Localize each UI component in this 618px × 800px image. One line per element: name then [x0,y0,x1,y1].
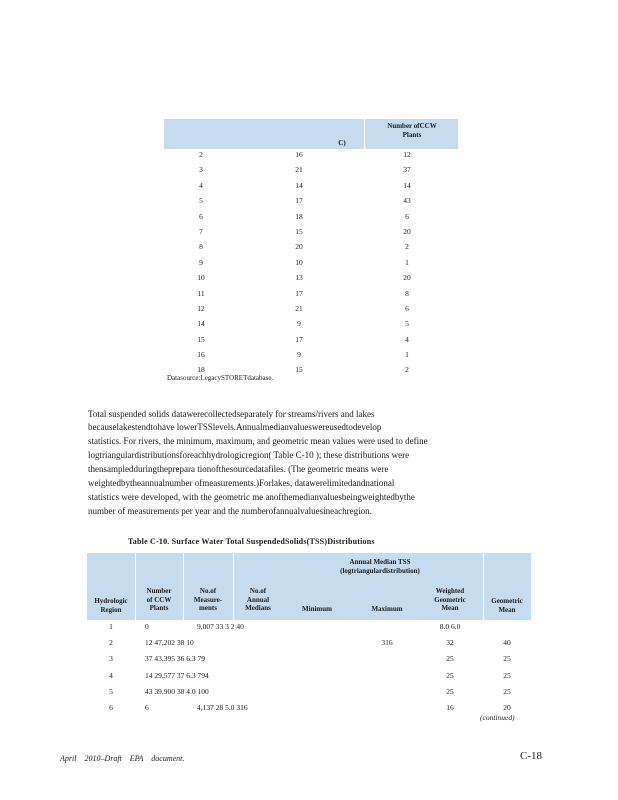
table1-header-col3-line1: Number ofCCW [387,122,437,130]
table2-cell-region: 4 [109,670,113,680]
table1-cell: 11 [197,288,205,298]
table1-header-col3-line2: Plants [402,131,422,139]
table2-header-geometric-mean: Geometric Mean [491,597,523,614]
table2-group-subtitle: (logtriangulardistribution) [340,567,420,575]
table2-cell-measure: 4,137 28 5.0 316 [197,702,248,712]
table1-cell: 43 [403,196,411,206]
table1-cell: 12 [403,150,411,159]
table2-cell-gmean: 40 [503,638,511,648]
paragraph-line-6: weightedbytheannualnumber ofmeasurements.)Forlakes, datawerelimitedandnational [88,478,395,488]
table1-cell: 18 [197,365,205,375]
table2-header [87,553,531,620]
table2-cell-region: 2 [109,638,113,648]
paragraph-line-4: logtriangulardistributionsforeachhydrologicregion( Table C-10 ); these distributions were [88,450,410,460]
paragraph-line-7: statistics were developed, with the geometric me anofthemedianvaluesbeingweightedbythe [88,492,415,502]
table1-row [164,318,458,333]
table1-cell: 2 [405,365,409,375]
table1-cell: 15 [197,334,205,344]
table2-cell-measure: 9,007 33 3 2 40 [197,622,244,631]
table2-body [87,620,531,717]
table1-cell: 6 [199,211,203,221]
table1-row [164,226,458,241]
table2-cell-gmean: 25 [503,686,511,696]
table1-body [164,149,458,380]
table2-header-measurements: No.of Measure- ments [193,587,223,612]
table1-row [164,164,458,179]
table1-row [164,272,458,287]
table1-cell: 12 [197,303,205,313]
table1-cell: 3 [199,165,203,175]
table2-cell-region: 5 [109,686,113,696]
table1-cell: 4 [199,180,203,190]
table1-cell: 14 [197,319,205,329]
table1-cell: 10 [295,257,303,267]
table1-cell: 7 [199,226,203,236]
footer-draft-label: April 2010–Draft EPA document. [60,754,185,763]
table1-cell: 1 [405,350,409,360]
table1-cell: 6 [405,303,409,313]
table1-cell: 17 [295,334,303,344]
table2-header-annual-medians: No.of Annual Medians [245,587,271,612]
table2-cell-region: 1 [109,622,113,631]
table2-cell-wmean: 25 [446,686,454,696]
table1-cell: 20 [295,242,303,252]
table1-row [164,349,458,364]
table2-header-minimum: Minimum [302,605,332,613]
table1-cell: 16 [295,150,303,159]
table2-header-plants: Number of CCW Plants [146,587,172,612]
table1-cell: 8 [405,288,409,298]
table2-cell-wmean: 16 [446,702,454,712]
table1-cell: 21 [295,303,303,313]
table2-cell-wmean: 25 [446,654,454,664]
table1-cell: 5 [199,196,203,206]
table2-cell-wmean: 8.0 6.0 [439,622,461,631]
table2-row [87,701,531,717]
table2-group-title: Annual Median TSS [349,558,411,566]
paragraph-line-8: number of measurements per year and the numberofannualvaluesineachregion. [88,506,372,516]
table1-cell: 10 [197,273,205,283]
table2-row [87,685,531,701]
paragraph-line-2: becauselakestendtohave lowerTSSlevels.Annualmedianvalueswereusedtodevelop [88,422,382,432]
table2-cell-plants: 37 43,395 36 6.3 79 [145,654,205,664]
table2-cell-gmean: 25 [503,670,511,680]
table1-cell: 4 [405,334,409,344]
table2-row [87,652,531,668]
table1-source-note: Datasource:LegacySTORETdatabase. [167,374,274,382]
table1-cell: 17 [295,196,303,206]
table2-cell-gmean: 20 [503,702,511,712]
table2-continued-note: (continued) [480,713,515,722]
table2-cell-plants: 43 39,900 38 4.0 100 [145,686,209,696]
table2-row [87,620,531,636]
table2-header-maximum: Maximum [371,605,403,613]
table1-cell: 20 [403,226,411,236]
paragraph-line-1: Total suspended solids datawerecollectedseparately for streams/rivers and lakes [88,409,375,419]
table1-cell: 6 [405,211,409,221]
table1-cell: 14 [403,180,411,190]
table1-cell: 37 [403,165,411,175]
table2-cell-gmean: 25 [503,654,511,664]
paragraph-line-3: statistics. For rivers, the minimum, maximum, and geometric mean values were used to define [88,436,428,446]
table2-header-region: Hydrologic Region [94,597,128,614]
table1-cell: 15 [295,365,303,375]
table1-cell: 20 [403,273,411,283]
table1-cell: 14 [295,180,303,190]
table2-cell-plants: 14 29,577 37 6.3 794 [145,670,209,680]
table1-header [164,119,458,149]
table1-row [164,211,458,226]
table2-caption: Table C-10. Surface Water Total SuspendedSolids(TSS)Distributions [128,537,375,546]
table1-cell: 2 [199,150,203,159]
table1-row [164,334,458,349]
table2-cell-plants: 12 47,202 38 10 [145,638,194,648]
table1-row [164,241,458,256]
table1-cell: 5 [405,319,409,329]
table1-row [164,257,458,272]
page-number: C-18 [520,750,542,762]
table2-row [87,669,531,685]
table1-cell: 21 [295,165,303,175]
table1-cell: 13 [295,273,303,283]
table2-cell-wmean: 32 [446,638,454,648]
table2-cell-max: 316 [381,638,393,648]
table1-row [164,180,458,195]
table1-cell: 9 [297,319,301,329]
table1-row [164,288,458,303]
table2-row [87,636,531,652]
table1-cell: 9 [199,257,203,267]
table1-row [164,149,458,164]
table1-cell: 2 [405,242,409,252]
table1-row [164,195,458,210]
table2-cell-plants: 0 [145,622,149,631]
paragraph-line-5: thensampledduringtheprepara tionofthesourcedatafiles. (The geometric means were [88,464,389,474]
table2-header-weighted-mean: Weighted Geometric Mean [434,587,466,612]
table1-header-col3 [364,119,459,149]
table1-row [164,303,458,318]
table1-cell: 17 [295,288,303,298]
table1-cell: 1 [405,257,409,267]
table1-cell: 16 [197,350,205,360]
table1-header-col2: C) [338,139,346,147]
table1-cell: 18 [295,211,303,221]
table2-cell-region: 6 [109,702,113,712]
table1-cell: 8 [199,242,203,252]
table1-cell: 9 [297,350,301,360]
table2-cell-wmean: 25 [446,670,454,680]
table2-cell-plants: 6 [145,702,149,712]
table1-cell: 15 [295,226,303,236]
table2-cell-region: 3 [109,654,113,664]
